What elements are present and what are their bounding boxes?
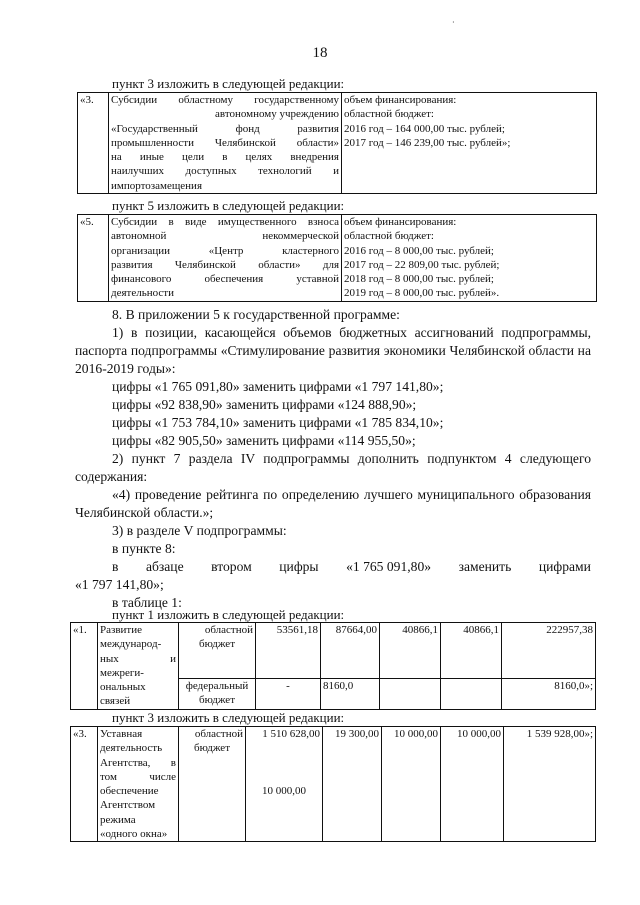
desc-line: Развитие [100, 624, 143, 636]
item-financing [342, 93, 597, 194]
value-cell: 10 000,00 [441, 727, 504, 842]
desc-line: на иные цели в целях внедрения [111, 151, 339, 164]
abzac-word: заменить [458, 559, 512, 574]
item-description [98, 727, 179, 842]
abzac-word: в [112, 559, 119, 574]
desc-line: ных и [100, 652, 176, 665]
block1-intro: пункт 3 изложить в следующей редакции: [112, 76, 345, 91]
desc-line: «Государственный фонд развития [111, 122, 339, 135]
abzac-tail: «1 797 141,80»; [75, 577, 164, 592]
value-spacer [248, 741, 320, 784]
value-cell: 19 300,00 [323, 727, 382, 842]
value-cell: 8160,0 [321, 679, 380, 710]
desc-line: Агентством [100, 799, 156, 812]
abzac-word: втором [211, 559, 252, 574]
fin-line: областной бюджет: [344, 108, 434, 121]
desc-line: международ- [100, 638, 162, 651]
fin-line: 2016 год – 8 000,00 тыс. рублей; [344, 244, 494, 257]
block3-table [70, 622, 596, 710]
desc-line: режима [100, 813, 136, 826]
item-number: «5. [78, 215, 109, 302]
value-cell: 10 000,00 [382, 727, 441, 842]
replace-line-1: цифры «1 765 091,80» заменить цифрами «1 797 141,80»; [112, 379, 444, 394]
desc-line: промышленности Челябинской области» [111, 136, 339, 149]
abzac-word: цифрами [538, 559, 591, 574]
value-cell: 40866,1 [380, 623, 441, 679]
block4-table [70, 726, 596, 842]
paragraph-abzac [112, 558, 591, 576]
source-line: федеральный [185, 680, 249, 692]
block2-table [77, 214, 597, 302]
table-row [78, 93, 597, 194]
value-line: 10 000,00 [262, 785, 306, 798]
desc-line: Уставная [100, 728, 143, 740]
value-cell [380, 679, 441, 710]
abzac-word: абзаце [145, 559, 184, 574]
scan-mark: · [452, 18, 455, 27]
item-description [109, 215, 342, 302]
desc-line: межреги- [100, 666, 144, 679]
block2-intro: пункт 5 изложить в следующей редакции: [112, 198, 345, 213]
value-cell [246, 727, 323, 842]
table-row [71, 727, 596, 842]
desc-line: связей [100, 695, 131, 708]
fin-line: 2019 год – 8 000,00 тыс. рублей». [344, 287, 500, 300]
desc-line: импортозамещения [111, 179, 203, 192]
item-financing [342, 215, 597, 302]
abzac-word: цифры [279, 559, 319, 574]
table-row [78, 215, 597, 302]
source-line: бюджет [199, 694, 235, 707]
source-line: бюджет [194, 742, 230, 755]
value-line: 1 510 628,00 [262, 728, 320, 740]
desc-line: Субсидии областному государственному [111, 94, 339, 106]
item-number: «3. [71, 727, 98, 842]
item-description [109, 93, 342, 194]
paragraph-item8: в пункте 8: [112, 541, 176, 556]
value-cell: 1 539 928,00»; [504, 727, 596, 842]
fin-line: 2018 год – 8 000,00 тыс. рублей; [344, 273, 494, 286]
item-description [98, 623, 179, 710]
funding-source [179, 679, 256, 710]
value-cell: 222957,38 [502, 623, 596, 679]
desc-line: деятельность [100, 742, 163, 755]
value-cell: 53561,18 [256, 623, 321, 679]
source-line: областной [204, 624, 253, 636]
paragraph-3: 3) в разделе V подпрограммы: [112, 523, 287, 538]
value-cell: 40866,1 [441, 623, 502, 679]
source-line: бюджет [199, 638, 235, 651]
desc-line: том числе [100, 770, 176, 783]
fin-line: 2017 год – 22 809,00 тыс. рублей; [344, 258, 500, 271]
paragraph-1: 1) в позиции, касающейся объемов бюджетных ассигнований подпрограммы, паспорта подпрограммы «Стимулирование развития экономики Челябинской области на 2016-2019 годы»: [75, 325, 591, 376]
fin-line: 2016 год – 164 000,00 тыс. рублей; [344, 122, 505, 135]
funding-source [179, 623, 256, 679]
fin-line: объем финансирования: [344, 216, 457, 228]
desc-line: ональных [100, 681, 146, 694]
desc-line: Агентства, в [100, 756, 176, 769]
desc-line: наилучших доступных технологий и [111, 165, 339, 178]
value-cell: 87664,00 [321, 623, 380, 679]
abzac-word: «1 765 091,80» [346, 559, 432, 574]
desc-line: развития Челябинской области» для [111, 258, 339, 271]
item-number: «1. [71, 623, 98, 710]
desc-line: финансового обеспечения уставной [111, 273, 339, 286]
desc-line: «одного окна» [100, 828, 168, 841]
desc-line: обеспечение [100, 785, 159, 798]
replace-line-2: цифры «92 838,90» заменить цифрами «124 888,90»; [112, 397, 417, 412]
block1-table [77, 92, 597, 194]
desc-line: автономной некоммерческой [111, 230, 339, 243]
value-cell: 8160,0»; [502, 679, 596, 710]
block4-intro: пункт 3 изложить в следующей редакции: [112, 710, 345, 725]
paragraph-2: 2) пункт 7 раздела IV подпрограммы дополнить подпунктом 4 следующего содержания: [75, 451, 591, 484]
source-line: областной [194, 728, 243, 740]
item-number: «3. [78, 93, 109, 194]
desc-line: Субсидии в виде имущественного взноса [111, 216, 339, 228]
value-cell [441, 679, 502, 710]
desc-line: автономному учреждению [215, 108, 339, 121]
funding-source [179, 727, 246, 842]
table-row [71, 623, 596, 679]
paragraph-table1: в таблице 1: [112, 595, 182, 610]
paragraph-8: 8. В приложении 5 к государственной программе: [112, 307, 400, 322]
abzac-line [112, 558, 591, 576]
replace-line-4: цифры «82 905,50» заменить цифрами «114 955,50»; [112, 433, 416, 448]
desc-line: организации «Центр кластерного [111, 244, 339, 257]
paragraph-4: «4) проведение рейтинга по определению лучшего муниципального образования Челябинской области.»; [75, 487, 591, 520]
value-cell: - [256, 679, 321, 710]
block3-intro: пункт 1 изложить в следующей редакции: [112, 607, 345, 622]
fin-line: 2017 год – 146 239,00 тыс. рублей»; [344, 136, 511, 149]
replace-line-3: цифры «1 753 784,10» заменить цифрами «1 785 834,10»; [112, 415, 444, 430]
fin-line: объем финансирования: [344, 94, 457, 106]
fin-line: областной бюджет: [344, 230, 434, 243]
desc-line: деятельности [111, 287, 174, 300]
page-number: 18 [312, 45, 328, 61]
